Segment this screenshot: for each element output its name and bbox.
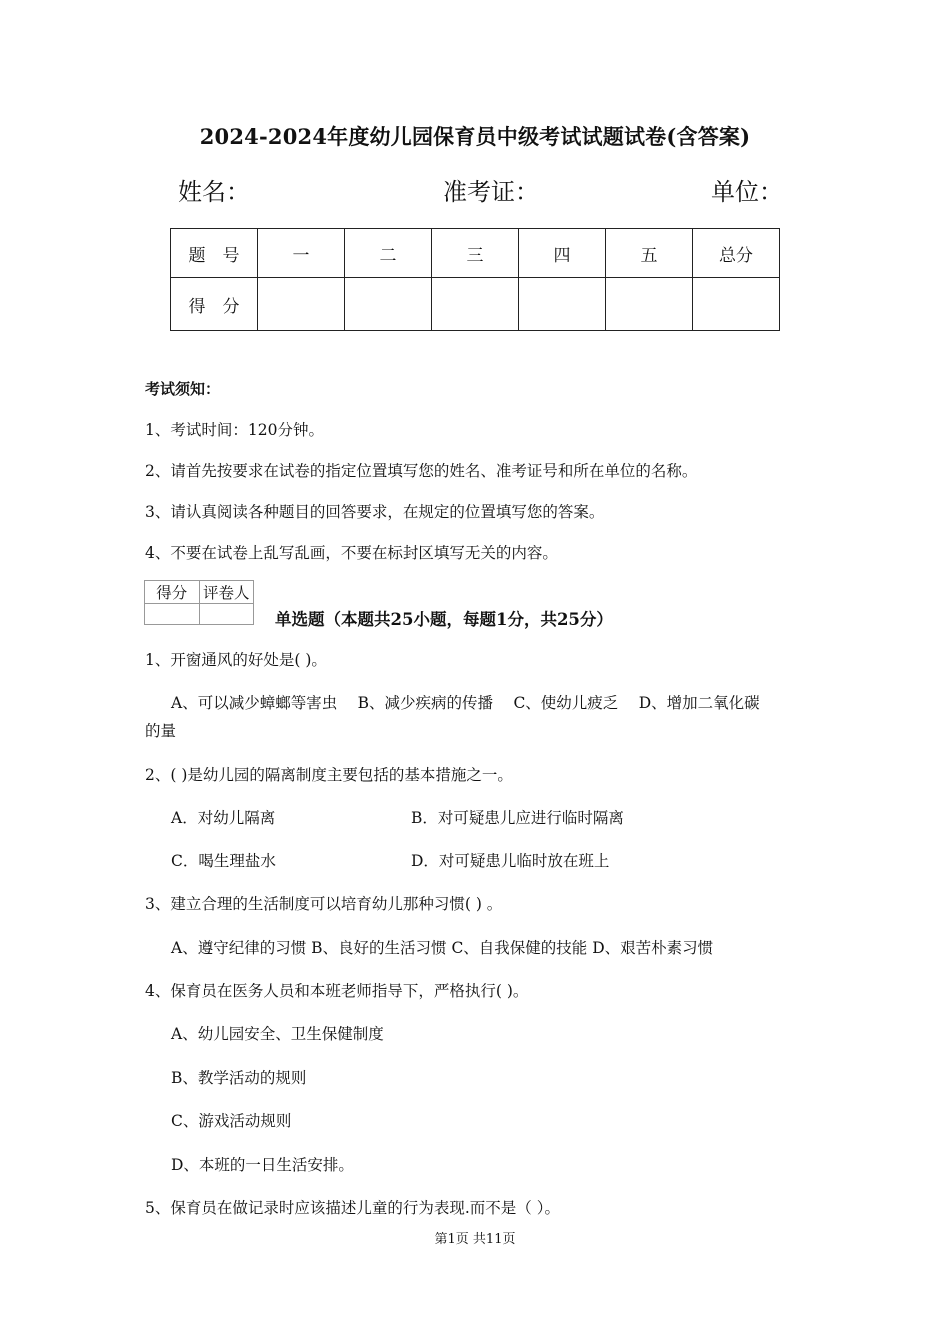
score-cell-total bbox=[693, 278, 780, 331]
exam-number-label: 准考证： bbox=[443, 178, 539, 206]
grader-score-label: 得分 bbox=[145, 581, 200, 604]
notice-item-2: 2、请首先按要求在试卷的指定位置填写您的姓名、准考证号和所在单位的名称。 bbox=[145, 462, 698, 480]
notice-item-3: 3、请认真阅读各种题目的回答要求，在规定的位置填写您的答案。 bbox=[145, 503, 605, 521]
score-cell-3 bbox=[432, 278, 519, 331]
question-1-options: A、可以减少蟑螂等害虫 B、减少疾病的传播 C、使幼儿疲乏 D、增加二氧化碳 bbox=[171, 694, 760, 712]
score-cell-2 bbox=[345, 278, 432, 331]
score-header-2: 二 bbox=[345, 229, 432, 278]
name-label: 姓名： bbox=[178, 178, 250, 206]
notice-item-1: 1、考试时间：120分钟。 bbox=[145, 421, 324, 439]
question-2-stem: 2、( )是幼儿园的隔离制度主要包括的基本措施之一。 bbox=[145, 766, 513, 784]
score-header-4: 四 bbox=[519, 229, 606, 278]
score-cell-4 bbox=[519, 278, 606, 331]
grader-reviewer-label: 评卷人 bbox=[199, 581, 254, 604]
score-header-label: 题 号 bbox=[171, 229, 258, 278]
score-header-3: 三 bbox=[432, 229, 519, 278]
score-table-header-row bbox=[171, 229, 780, 278]
grader-score-cell bbox=[145, 604, 200, 625]
unit-label: 单位： bbox=[711, 178, 783, 206]
question-3-options: A、遵守纪律的习惯 B、良好的生活习惯 C、自我保健的技能 D、艰苦朴素习惯 bbox=[171, 939, 714, 957]
question-3-stem: 3、建立合理的生活制度可以培育幼儿那种习惯( ) 。 bbox=[145, 895, 503, 913]
question-4-option-b: B、教学活动的规则 bbox=[171, 1069, 307, 1087]
score-table bbox=[170, 228, 780, 331]
question-5-stem: 5、保育员在做记录时应该描述儿童的行为表现.而不是（ ）。 bbox=[145, 1199, 560, 1217]
question-1-stem: 1、开窗通风的好处是( )。 bbox=[145, 651, 327, 669]
question-4-option-d: D、本班的一日生活安排。 bbox=[171, 1156, 354, 1174]
question-4-option-a: A、幼儿园安全、卫生保健制度 bbox=[171, 1025, 384, 1043]
score-cell-1 bbox=[258, 278, 345, 331]
score-cell-5 bbox=[606, 278, 693, 331]
question-2-option-a: A．对幼儿隔离 bbox=[171, 809, 276, 827]
score-row-label: 得 分 bbox=[171, 278, 258, 331]
notice-item-4: 4、不要在试卷上乱写乱画，不要在标封区填写无关的内容。 bbox=[145, 544, 558, 562]
question-2-option-c: C．喝生理盐水 bbox=[171, 852, 276, 870]
question-2-option-d: D．对可疑患儿临时放在班上 bbox=[411, 852, 610, 870]
notice-heading: 考试须知： bbox=[145, 380, 221, 398]
page-footer: 第1页 共11页 bbox=[434, 1232, 516, 1247]
section-title: 单选题（本题共25小题，每题1分，共25分） bbox=[275, 610, 613, 629]
grader-reviewer-cell bbox=[199, 604, 254, 625]
score-table-score-row bbox=[171, 278, 780, 331]
score-header-1: 一 bbox=[258, 229, 345, 278]
score-header-5: 五 bbox=[606, 229, 693, 278]
question-4-stem: 4、保育员在医务人员和本班老师指导下，严格执行( )。 bbox=[145, 982, 529, 1000]
question-1-options-cont: 的量 bbox=[145, 722, 177, 740]
grader-box bbox=[144, 580, 254, 625]
score-header-total: 总分 bbox=[693, 229, 780, 278]
page-title: 2024-2024年度幼儿园保育员中级考试试题试卷(含答案) bbox=[199, 124, 751, 149]
question-2-option-b: B．对可疑患儿应进行临时隔离 bbox=[411, 809, 624, 827]
question-4-option-c: C、游戏活动规则 bbox=[171, 1112, 292, 1130]
